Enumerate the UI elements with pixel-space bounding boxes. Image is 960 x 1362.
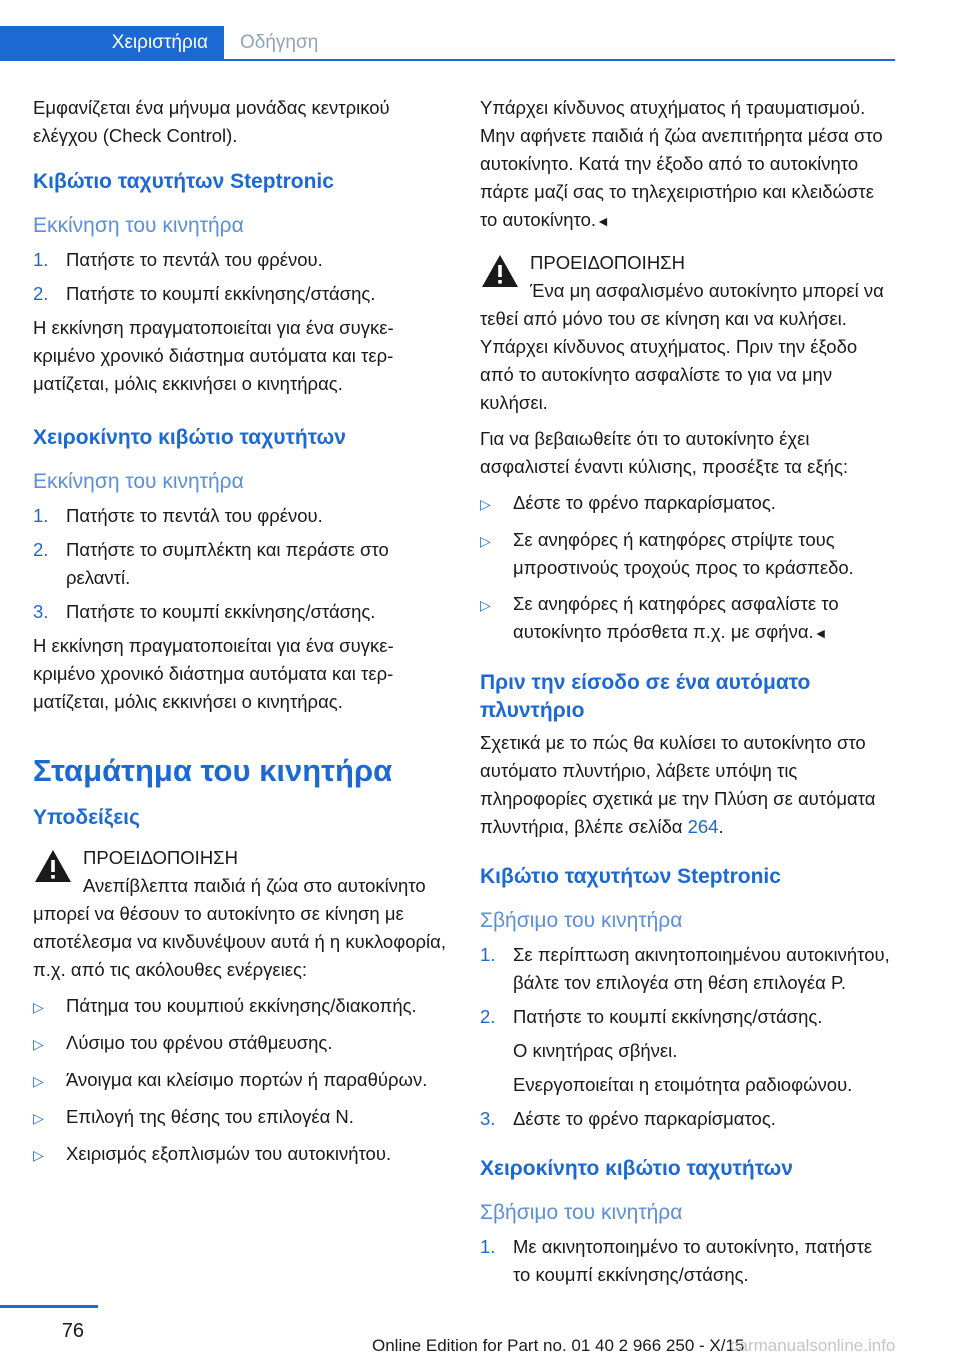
list-item [33,502,448,530]
engine-off-heading: Σβήσιμο του κινητήρα [480,909,683,932]
bullet-text: Σε ανηφόρες ή κατηφόρες στρίψτε τους μπροστινούς τροχούς προς το κράσπεδο. [513,529,854,578]
page-number: 76 [61,1320,84,1342]
step-number: 3. [33,601,49,622]
step-number: 2. [33,283,49,304]
warning-title: ΠΡΟΕΙΔΟΠΟΙΗΣΗ [83,847,238,868]
header-rule [0,59,895,61]
edition-text: Online Edition for Part no. 01 40 2 966 250 - X/15 [372,1336,745,1355]
manual-off-steps [480,1233,894,1289]
list-item [33,1066,448,1095]
warning-text: Ανεπίβλεπτα παιδιά ή ζώα στο αυτοκίνητο μπορεί να θέσουν το αυτοκίνητο σε κίνηση με αποτέλεσμα να κινδυνέψουν αυτά ή η κυκλοφορία, π.χ. από τις ακόλουθες ενέργειες: [33,875,446,980]
list-item [33,598,448,626]
step-number: 1. [33,249,49,270]
step-text: Πατήστε το κουμπί εκκίνησης/στάσης. [66,283,376,304]
warning-triangle-icon [33,848,73,884]
left-column [33,94,448,1177]
step-number: 2. [33,539,49,560]
manual-gearbox-heading: Χειροκίνητο κιβώτιο ταχυτήτων [33,426,346,449]
list-item [33,1029,448,1058]
list-item [33,280,448,308]
bullet-text: Άνοιγμα και κλείσιμο πορτών ή παραθύρων. [66,1069,428,1090]
secure-bullets [480,489,894,647]
bullet-triangle-icon: ▷ [480,597,491,613]
list-item [33,246,448,274]
watermark: carmanualsonline.info [730,1336,896,1355]
warning-continuation [480,94,894,235]
list-item [480,1105,894,1133]
hints-heading: Υποδείξεις [33,806,140,829]
step-text: Πατήστε το πεντάλ του φρένου. [66,249,323,270]
warning-continuation-text: Υπάρχει κίνδυνος ατυχήματος ή τραυματισμού. Μην αφήνετε παιδιά ή ζώα ανεπιτήρητα μέσα στο αυτοκίνητο. Κατά την έξοδο από το αυτοκίνητο πάρτε μαζί σας το τηλεχειριστήριο και κλειδώστε το αυτοκίνητο. [480,97,883,230]
carwash-text: Σχετικά με το πώς θα κυλίσει το αυτοκίνητο στο αυτόματο πλυντήριο, λάβετε υπόψη τις πληροφορίες σχετικά με την Πλύση σε αυτόματα πλυντήρια, βλέπε σελίδα [480,732,876,837]
stop-engine-heading: Σταμάτημα του κινητήρα [33,753,393,788]
end-mark-icon: ◄ [813,625,828,641]
page-link[interactable]: 264 [687,816,719,837]
warning-title: ΠΡΟΕΙΔΟΠΟΙΗΣΗ [530,252,685,273]
right-column [480,94,894,1295]
warning-box [33,844,448,984]
bullet-triangle-icon: ▷ [33,999,44,1015]
list-item [33,1140,448,1169]
bullet-text: Πάτημα του κουμπιού εκκίνησης/διακοπής. [66,995,417,1016]
tab-controls[interactable]: Χειριστήρια [0,26,224,60]
secure-paragraph: Για να βεβαιωθείτε ότι το αυτοκίνητο έχει ασφαλιστεί έναντι κύλισης, προσέξτε τα εξής: [480,428,848,477]
list-item [33,536,448,592]
start-engine-heading: Εκκίνηση του κινητήρα [33,214,244,237]
bullet-triangle-icon: ▷ [33,1073,44,1089]
list-item [480,1003,894,1099]
bullet-triangle-icon: ▷ [33,1147,44,1163]
step-text: Με ακινητοποιημένο το αυτοκίνητο, πατήστε το κουμπί εκκίνησης/στάσης. [513,1236,873,1285]
bullet-text: Επιλογή της θέσης του επιλογέα N. [66,1106,354,1127]
steptronic-start-steps [33,246,448,308]
warning-box [480,249,894,417]
steptronic-heading: Κιβώτιο ταχυτήτων Steptronic [33,170,334,193]
bullet-text-content: Σε ανηφόρες ή κατηφόρες ασφαλίστε το αυτοκίνητο πρόσθετα π.χ. με σφήνα. [513,593,839,642]
steptronic-heading: Κιβώτιο ταχυτήτων Steptronic [480,865,781,888]
start-paragraph: Η εκκίνηση πραγματοποιείται για ένα συγκεκριμένο χρονικό διάστημα αυτόματα και τερματίζεται, μόλις εκκινήσει ο κινητήρας. [33,635,394,712]
list-item [480,590,894,647]
step-number: 1. [33,505,49,526]
list-item [480,489,894,518]
step-body [513,1003,894,1099]
manual-gearbox-heading: Χειροκίνητο κιβώτιο ταχυτήτων [480,1157,793,1180]
footer-rule [0,1305,98,1308]
step-text: Πατήστε το κουμπί εκκίνησης/στάσης. [513,1006,823,1027]
start-paragraph: Η εκκίνηση πραγματοποιείται για ένα συγκεκριμένο χρονικό διάστημα αυτόματα και τερματίζεται, μόλις εκκινήσει ο κινητήρας. [33,317,394,394]
bullet-text: Χειρισμός εξοπλισμών του αυτοκινήτου. [66,1143,392,1164]
bullet-triangle-icon: ▷ [33,1036,44,1052]
step-number: 1. [480,1236,496,1257]
step-number: 1. [480,944,496,965]
tab-driving[interactable]: Οδήγηση [240,32,319,53]
carwash-period: . [718,816,724,837]
carwash-heading: Πριν την είσοδο σε ένα αυτόματο πλυντήριο [480,671,811,722]
step-result: Ο κινητήρας σβήνει. [513,1040,678,1061]
engine-off-heading: Σβήσιμο του κινητήρα [480,1201,683,1224]
start-engine-heading: Εκκίνηση του κινητήρα [33,470,244,493]
end-mark-icon: ◄ [596,213,610,229]
step-text: Πατήστε το συμπλέκτη και περάστε στο ρελαντί. [66,539,389,588]
list-item [480,941,894,997]
list-item [33,992,448,1021]
bullet-text: Δέστε το φρένο παρκαρίσματος. [513,492,776,513]
step-number: 3. [480,1108,496,1129]
step-text: Δέστε το φρένο παρκαρίσματος. [513,1108,776,1129]
step-text: Σε περίπτωση ακινητοποιημένου αυτοκινήτου, βάλτε τον επιλογέα στη θέση επιλογέα P. [513,944,890,993]
manual-start-steps [33,502,448,626]
list-item [33,1103,448,1132]
step-number: 2. [480,1006,496,1027]
carwash-paragraph [480,729,894,841]
warning-triangle-icon [480,253,520,289]
bullet-triangle-icon: ▷ [480,533,491,549]
bullet-triangle-icon: ▷ [33,1110,44,1126]
bullet-text: Λύσιμο του φρένου στάθμευσης. [66,1032,333,1053]
step-text: Πατήστε το πεντάλ του φρένου. [66,505,323,526]
warning-bullets [33,992,448,1169]
warning-text: Ένα μη ασφαλισμένο αυτοκίνητο μπορεί να τεθεί από μόνο του σε κίνηση και να κυλήσει. Υπάρχει κίνδυνος ατυχήματος. Πριν την έξοδο από το αυτοκίνητο ασφαλίστε το για να μην κυλήσει. [480,280,884,413]
list-item [480,1233,894,1289]
step-text: Πατήστε το κουμπί εκκίνησης/στάσης. [66,601,376,622]
steptronic-off-steps [480,941,894,1133]
page-header [0,0,960,60]
step-result: Ενεργοποιείται η ετοιμότητα ραδιοφώνου. [513,1074,853,1095]
intro-paragraph: Εμφανίζεται ένα μήνυμα μονάδας κεντρικού ελέγχου (Check Control). [33,97,390,146]
bullet-triangle-icon: ▷ [480,496,491,512]
list-item [480,526,894,582]
bullet-text [513,590,894,647]
